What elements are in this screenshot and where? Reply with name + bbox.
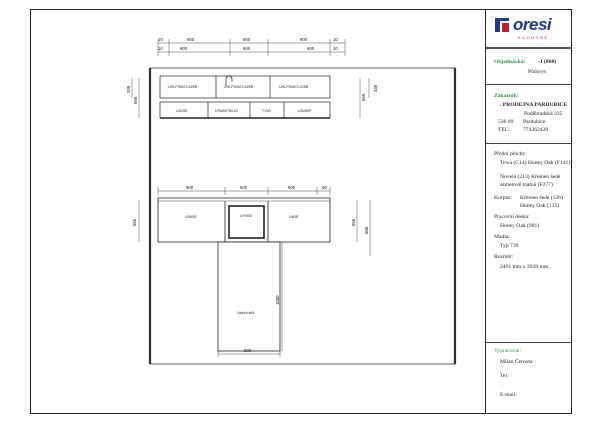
body-label: Korpus: bbox=[494, 195, 513, 201]
dim-table-depth: 1000 bbox=[275, 295, 280, 305]
dim-upper-right-1: 555 bbox=[361, 93, 366, 101]
author-name: Milan Černota bbox=[500, 359, 533, 365]
dim-base-right-1: 555 bbox=[351, 218, 356, 226]
separator bbox=[486, 342, 572, 343]
body-value-1: Křemen šedé (126) bbox=[520, 195, 563, 201]
dim-table-width: 900 bbox=[244, 348, 252, 353]
separator bbox=[486, 143, 572, 144]
front-value-1: Tewa (C14) Honey Oak (F141) bbox=[500, 160, 571, 166]
room-label: Rozměr: bbox=[494, 254, 514, 260]
lower-label-1: US295 bbox=[176, 109, 187, 113]
dim-top2-1: 10 bbox=[158, 46, 163, 51]
separator bbox=[486, 47, 572, 49]
dim-base-left: 555 bbox=[132, 218, 137, 226]
lower-label-4: US280P bbox=[298, 109, 312, 113]
hob-unit bbox=[229, 206, 264, 238]
author-dot: . bbox=[502, 382, 504, 388]
front-label: Přední plochy: bbox=[494, 151, 527, 157]
brand-logo bbox=[494, 15, 566, 49]
dim-base-3: 900 bbox=[288, 185, 296, 190]
author-tel-label: Tel: bbox=[500, 373, 509, 379]
dim-top-3: 900 bbox=[243, 37, 251, 42]
author-label: Vypracoval: bbox=[494, 348, 522, 354]
dining-table bbox=[218, 242, 280, 351]
front-value-3: sametově matná (F277) bbox=[500, 182, 553, 188]
body-value-2: Honey Oak (135) bbox=[520, 203, 560, 209]
dim-top2-2: 600 bbox=[180, 46, 188, 51]
handle-label: Madla: bbox=[494, 234, 510, 240]
order-label: Objednávka: bbox=[494, 59, 526, 65]
customer-city: Pardubice bbox=[523, 119, 546, 125]
dim-top2-4: 600 bbox=[307, 46, 315, 51]
customer-street: Poděbradská 335 bbox=[524, 111, 563, 117]
handle-value: Typ 739 bbox=[500, 243, 519, 249]
author-email-label: E-mail: bbox=[500, 392, 517, 398]
base-label-3: U60R bbox=[289, 215, 299, 219]
customer-tel: 774362420 bbox=[523, 127, 549, 133]
dim-top-4: 900 bbox=[300, 37, 308, 42]
dining-table-outline bbox=[218, 242, 280, 351]
brand-name: oresi bbox=[513, 15, 552, 34]
lower-label-2: DPA90/760-02 bbox=[215, 109, 239, 113]
order-number: -1 (868) bbox=[538, 59, 557, 65]
separator bbox=[486, 84, 572, 85]
dim-top-2: 900 bbox=[187, 37, 195, 42]
base-cabinets bbox=[158, 198, 330, 242]
upper-label-3: UHLP30672-025R bbox=[279, 85, 309, 89]
order-view: Půdorys bbox=[528, 69, 547, 75]
room-value: 2461 mm x 3928 mm bbox=[500, 264, 549, 270]
title-block bbox=[485, 9, 572, 414]
customer-zip: 530 09 bbox=[498, 119, 514, 125]
brand-mark-icon bbox=[494, 16, 510, 34]
brand-sub: KUCHYNĚ bbox=[518, 35, 549, 40]
base-label-1: US60R bbox=[185, 215, 197, 219]
base-label-2: UY/900 bbox=[240, 214, 252, 218]
customer-name: . PRODEJNA PARDUBICE bbox=[500, 102, 568, 108]
dim-upper-left-2: 555 bbox=[133, 96, 138, 104]
front-value-2: Novela (213) Křemen šedé bbox=[500, 174, 561, 180]
dim-base-1: 900 bbox=[186, 185, 194, 190]
dim-top-5: 10 bbox=[333, 37, 338, 42]
table-label: Jídelní stůl bbox=[237, 311, 255, 315]
customer-tel-label: TEL: bbox=[498, 127, 510, 133]
upper-label-1: UHLP30672-025R bbox=[168, 85, 198, 89]
lower-label-3: TV90 bbox=[262, 109, 271, 113]
dim-upper-right-2: 335 bbox=[373, 84, 378, 92]
worktop-label: Pracovní deska: bbox=[494, 214, 530, 220]
dim-base-2: 600 bbox=[240, 185, 248, 190]
customer-label: Zákazník: bbox=[494, 93, 519, 99]
dim-base-right-2: 660 bbox=[364, 226, 369, 234]
dim-base-4: 40 bbox=[322, 185, 327, 190]
dim-top2-3: 600 bbox=[243, 46, 251, 51]
upper-label-2: UHLP30672-025R bbox=[224, 85, 254, 89]
dim-top2-5: 10 bbox=[333, 46, 338, 51]
dim-upper-left-1: 335 bbox=[126, 85, 131, 93]
dim-top-1: 10 bbox=[158, 37, 163, 42]
worktop-value: Honey Oak (981) bbox=[500, 223, 540, 229]
